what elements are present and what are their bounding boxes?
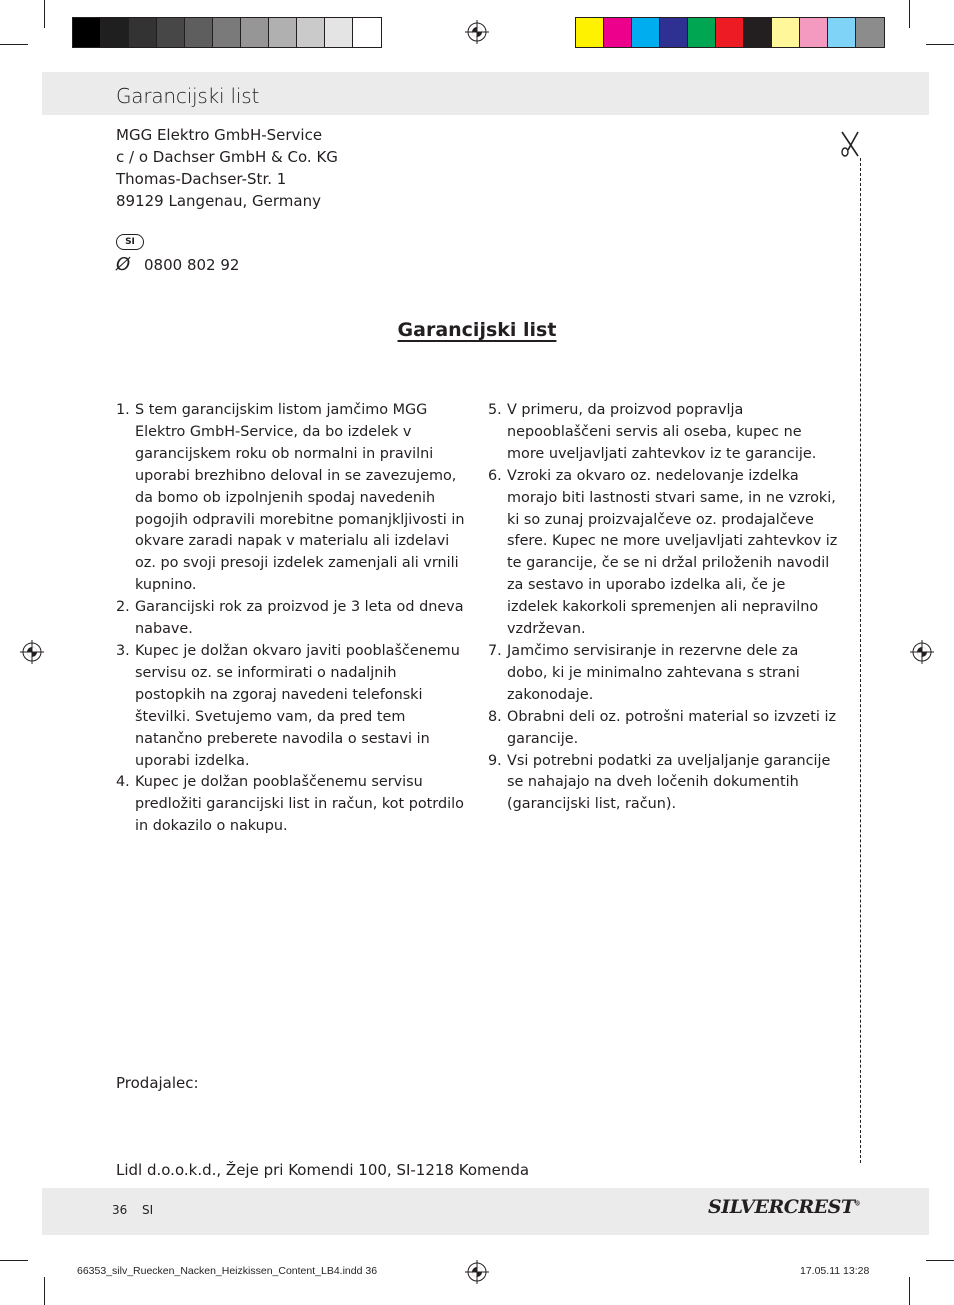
country-badge: SI [116, 234, 144, 250]
list-item [488, 751, 840, 817]
brand-logo [708, 1196, 860, 1218]
crop-mark [44, 1277, 45, 1305]
color-swatch [213, 18, 241, 47]
slug-date: 17.05.11 13:28 [800, 1265, 870, 1277]
color-swatch [744, 18, 772, 47]
color-swatch [157, 18, 185, 47]
footer-language: SI [142, 1203, 154, 1217]
registration-mark-icon [910, 640, 934, 664]
terms-right-column [488, 400, 840, 816]
item-text: Garancijski rok za proizvod je 3 leta od dneva nabave. [135, 599, 464, 638]
brand-mark: ® [854, 1200, 860, 1208]
item-text: Kupec je dolžan okvaro javiti pooblaščenemu servisu oz. se informirati o nadaljnih postopkih na zgoraj navedeni telefonski številki. Svetujemo vam, da pred tem natančno preberete navodila o sestavi in uporabi izdelka. [135, 642, 460, 769]
page-title: Garancijski list [116, 84, 260, 108]
scissors-icon [838, 128, 864, 160]
address-line: Thomas-Dachser-Str. 1 [116, 170, 287, 188]
crop-mark [909, 1277, 910, 1305]
list-item [488, 707, 840, 751]
service-address [116, 124, 338, 212]
page-number: 36 [112, 1203, 128, 1217]
color-swatch [325, 18, 353, 47]
color-swatch [800, 18, 828, 47]
registration-mark-icon [465, 1260, 489, 1284]
item-number: 2. [116, 599, 130, 616]
color-swatch [241, 18, 269, 47]
cut-line [860, 158, 861, 1163]
list-item [116, 641, 468, 772]
color-swatch [604, 18, 632, 47]
address-line: 89129 Langenau, Germany [116, 192, 321, 210]
color-swatch [576, 18, 604, 47]
color-swatch [101, 18, 129, 47]
brand-silver: SILVER [708, 1196, 784, 1218]
registration-mark-icon [465, 20, 489, 44]
terms-left-column [116, 400, 468, 838]
address-line: MGG Elektro GmbH-Service [116, 126, 323, 144]
list-item [488, 641, 840, 707]
crop-mark [926, 44, 954, 45]
seller-address: Lidl d.o.o.k.d., Žeje pri Komendi 100, SI-1218 Komenda [116, 1161, 530, 1179]
color-swatch [632, 18, 660, 47]
section-heading: Garancijski list [397, 319, 557, 341]
color-swatch [772, 18, 800, 47]
list-item [116, 400, 468, 597]
item-number: 3. [116, 642, 130, 659]
item-number: 1. [116, 402, 130, 418]
item-text: Vsi potrebni podatki za uveljaljanje garancije se nahajajo na dveh ločenih dokumentih (garancijski list, račun). [507, 752, 831, 813]
item-text: Kupec je dolžan pooblaščenemu servisu predložiti garancijski list in račun, kot potrdilo in dokazilo o nakupu. [135, 774, 464, 835]
crop-mark [0, 1260, 28, 1261]
item-number: 7. [488, 642, 502, 659]
item-text: Obrabni deli oz. potrošni material so izvzeti iz garancije. [507, 708, 837, 747]
phone-icon: Ø [116, 254, 131, 275]
item-number: 5. [488, 402, 502, 418]
item-text: S tem garancijskim listom jamčimo MGG Elektro GmbH-Service, da bo izdelek v garancijskem roku ob normalni in pravilni uporabi brezhibno deloval in se zavezujemo, da bomo ob izpolnjenih spodaj navedenih pogojih odpravili morebitne pomanjkljivosti in okvare zaradi napak v materialu ali izdelavi oz. po svoji presoji izdelek zamenjali ali vrnili kupnino. [135, 402, 465, 594]
seller-label: Prodajalec: [116, 1074, 199, 1092]
item-number: 8. [488, 708, 502, 725]
list-item [116, 772, 468, 838]
color-swatch [185, 18, 213, 47]
color-swatch [353, 18, 381, 47]
item-number: 9. [488, 752, 502, 769]
registration-mark-icon [20, 640, 44, 664]
color-swatch [688, 18, 716, 47]
color-swatch [716, 18, 744, 47]
color-swatch [297, 18, 325, 47]
item-number: 4. [116, 774, 130, 791]
list-item [488, 400, 840, 466]
crop-mark [909, 0, 910, 28]
color-swatch [828, 18, 856, 47]
brand-crest: CREST [783, 1196, 855, 1218]
color-swatch [269, 18, 297, 47]
color-swatch [129, 18, 157, 47]
phone-number: 0800 802 92 [144, 256, 240, 274]
grayscale-color-bar [72, 17, 382, 48]
address-line: c / o Dachser GmbH & Co. KG [116, 148, 338, 166]
crop-mark [926, 1260, 954, 1261]
crop-mark [44, 0, 45, 28]
item-text: Jamčimo servisiranje in rezervne dele za dobo, ki je minimalno zahtevana s strani zakonodaje. [507, 642, 800, 703]
list-item [488, 466, 840, 641]
color-swatch [660, 18, 688, 47]
item-text: V primeru, da proizvod popravlja nepooblaščeni servis ali oseba, kupec ne more uveljavljati zahtevkov iz te garancije. [507, 402, 817, 462]
crop-mark [0, 44, 28, 45]
item-text: Vzroki za okvaro oz. nedelovanje izdelka morajo biti lastnosti stvari same, in ne vzroki, ki so zunaj proizvajalčeve oz. prodajalčeve sfere. Kupec ne more uveljavljati zahtevkov iz te garancije, če se ni držal priloženih navodil za sestavo in uporabo izdelka ali, če je izdelek kakorkoli spremenjen ali nepravilno vzdrževan. [507, 467, 838, 638]
color-swatch [856, 18, 884, 47]
slug-file: 66353_silv_Ruecken_Nacken_Heizkissen_Content_LB4.indd 36 [77, 1265, 378, 1277]
item-number: 6. [488, 467, 502, 484]
process-color-bar [575, 17, 885, 48]
list-item [116, 597, 468, 641]
color-swatch [73, 18, 101, 47]
